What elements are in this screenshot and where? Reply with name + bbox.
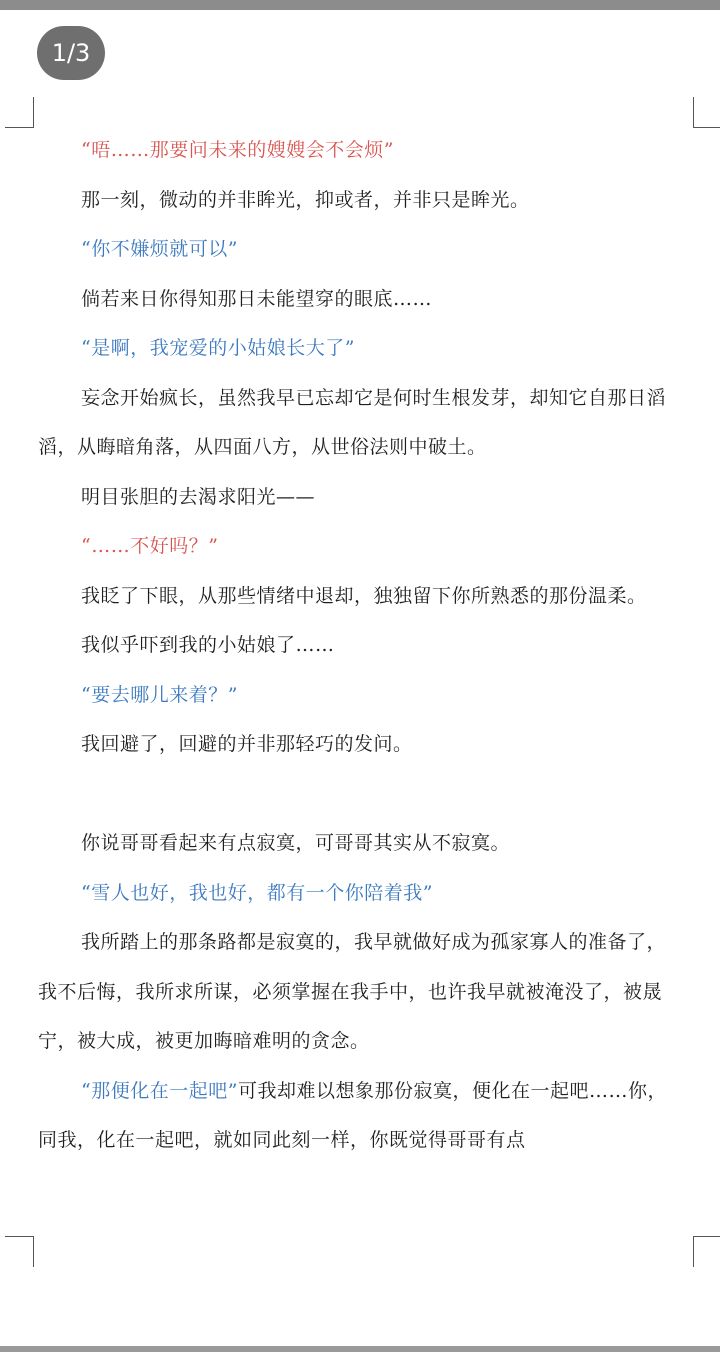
paragraph: “……不好吗？” <box>81 535 219 557</box>
crop-mark-bottom-left <box>5 1236 34 1267</box>
paragraph: “是啊，我宠爱的小姑娘长大了” <box>81 337 355 359</box>
quote-text: “那便化在一起吧” <box>81 1079 238 1102</box>
paragraph: “要去哪儿来着？” <box>81 683 238 706</box>
crop-mark-bottom-right <box>693 1236 720 1267</box>
paragraph: “雪人也好，我也好，都有一个你陪着我” <box>81 881 433 904</box>
paragraph: 倘若来日你得知那日未能望穿的眼底…… <box>81 287 433 310</box>
paragraph: “你不嫌烦就可以” <box>81 238 238 260</box>
paragraph: 那一刻，微动的并非眸光，抑或者，并非只是眸光。 <box>81 188 530 211</box>
blank-line <box>38 770 682 820</box>
bottom-bar <box>0 1346 720 1352</box>
paragraph: “唔……那要问未来的嫂嫂会不会烦” <box>81 139 394 161</box>
crop-mark-top-left <box>5 97 34 128</box>
paragraph: 我所踏上的那条路都是寂寞的，我早就做好成为孤家寡人的准备了，我不后悔，我所求所谋，必须掌握在我手中，也许我早就被淹没了，被晟宁，被大成，被更加晦暗难明的贪念。 <box>38 931 667 1052</box>
paragraph <box>38 1067 682 1166</box>
top-status-bar <box>0 0 720 10</box>
paragraph: 妄念开始疯长，虽然我早已忘却它是何时生根发芽，却知它自那日滔滔，从晦暗角落，从四面八方，从世俗法则中破土。 <box>38 386 667 458</box>
crop-mark-top-right <box>693 97 720 128</box>
paragraph: 明目张胆的去渴求阳光—— <box>81 485 316 508</box>
paragraph: 我眨了下眼，从那些情绪中退却，独独留下你所熟悉的那份温柔。 <box>81 584 647 607</box>
document-body <box>38 126 682 1166</box>
paragraph: 我似乎吓到我的小姑娘了…… <box>81 634 335 656</box>
paragraph-text: 可我却难以想象那份寂寞，便化在一起吧……你，同我，化在一起吧，就如同此刻一样，你既觉得哥哥有点 <box>38 1079 667 1151</box>
paragraph: 我回避了，回避的并非那轻巧的发问。 <box>81 733 413 755</box>
paragraph: 你说哥哥看起来有点寂寞，可哥哥其实从不寂寞。 <box>81 832 511 854</box>
page-indicator: 1/3 <box>37 26 105 80</box>
